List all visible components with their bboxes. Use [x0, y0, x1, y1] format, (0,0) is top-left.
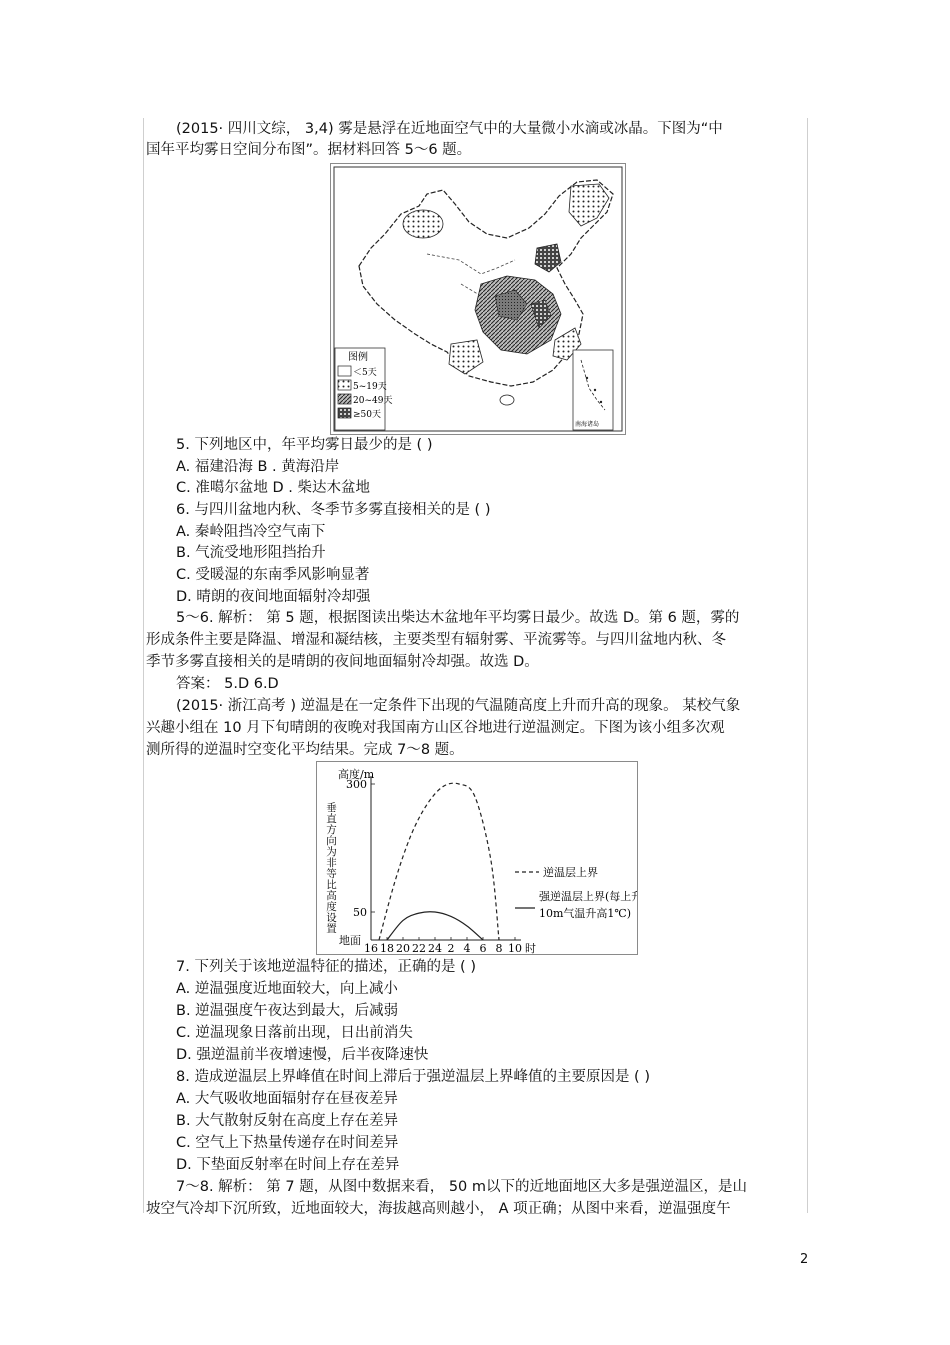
x-tick-label: 24 [428, 942, 442, 954]
legend-item-4: ≥50天 [353, 410, 381, 420]
q6-option-d: D. 晴朗的夜间地面辐射冷却强 [176, 589, 371, 605]
page-number: 2 [800, 1252, 809, 1267]
q8-stem: 8. 造成逆温层上界峰值在时间上滞后于强逆温层上界峰值的主要原因是 ( ) [176, 1069, 650, 1085]
q5-options-cd: C. 准噶尔盆地 D . 柴达木盆地 [176, 480, 370, 496]
hainan-island [500, 395, 514, 405]
inversion-chart-figure [316, 761, 638, 955]
legend-item-2: 5~19天 [353, 382, 387, 392]
q8-option-b: B. 大气散射反射在高度上存在差异 [176, 1113, 399, 1129]
right-margin-rule [807, 118, 808, 1213]
y-tick-label: 50 [353, 906, 367, 919]
q6-option-b: B. 气流受地形阻挡抬升 [176, 545, 326, 561]
q8-option-a: A. 大气吸收地面辐射存在昼夜差异 [176, 1091, 398, 1107]
intro-b-line1: (2015· 浙江高考 ) 逆温是在一定条件下出现的气温随高度上升而升高的现象。 某校气象 [176, 698, 741, 714]
ground-label: 地面 [339, 934, 361, 947]
q7-option-d: D. 强逆温前半夜增速慢，后半夜降速快 [176, 1047, 429, 1063]
legend-item-3: 20~49天 [353, 396, 393, 406]
intro-a-line1: (2015· 四川文综， 3,4) 雾是悬浮在近地面空气中的大量微小水滴或冰晶。下图为“中 [176, 121, 723, 137]
q8-option-d: D. 下垫面反射率在时间上存在差异 [176, 1157, 400, 1173]
y-axis-title: 高度/m [338, 768, 375, 781]
inversion-chart [317, 762, 637, 954]
x-tick-label: 10 [508, 942, 522, 954]
x-tick-label: 20 [396, 942, 410, 954]
x-tick-label: 6 [479, 942, 487, 954]
y-tick-label: 300 [346, 778, 367, 791]
china-fog-map [331, 164, 625, 434]
strong-inversion-upper-boundary-line [387, 912, 483, 940]
q7-option-b: B. 逆温强度午夜达到最大，后减弱 [176, 1003, 399, 1019]
left-margin-rule [143, 118, 144, 1213]
intro-b-line3: 测所得的逆温时空变化平均结果。完成 7～8 题。 [146, 742, 464, 758]
q5-options-ab: A. 福建沿海 B . 黄海沿岸 [176, 459, 340, 475]
q6-stem: 6. 与四川盆地内秋、冬季节多雾直接相关的是 ( ) [176, 502, 491, 518]
ans78-line1: 7～8. 解析： 第 7 题，从图中数据来看， 50 m以下的近地面地区大多是强逆温区，是山 [176, 1179, 748, 1195]
x-tick-label: 18 [380, 942, 394, 954]
y-axis-side-label: 垂直方向为非等比高度设置 [325, 802, 337, 934]
intro-b-line2: 兴趣小组在 10 月下旬晴朗的夜晚对我国南方山区谷地进行逆温测定。下图为该小组多次观 [146, 720, 725, 736]
x-tick-label: 8 [495, 942, 503, 954]
q6-option-a: A. 秦岭阻挡冷空气南下 [176, 524, 326, 540]
q6-option-c: C. 受暖湿的东南季风影响显著 [176, 567, 370, 583]
ans78-line2: 坡空气冷却下沉所致，近地面较大，海拔越高则越小， A 项正确；从图中来看，逆温强度午 [146, 1201, 731, 1217]
legend-item-1: ＜5天 [353, 368, 377, 378]
q8-option-c: C. 空气上下热量传递存在时间差异 [176, 1135, 399, 1151]
junggar-region [403, 210, 443, 238]
legend-title: 图例 [348, 352, 368, 363]
legend-label-3: 10m气温升高1℃) [539, 907, 632, 920]
ans56-answer: 答案： 5.D 6.D [176, 676, 279, 692]
q5-stem: 5. 下列地区中，年平均雾日最少的是 ( ) [176, 437, 433, 453]
x-tick-label: 2 [447, 942, 455, 954]
q7-option-a: A. 逆温强度近地面较大，向上减小 [176, 981, 398, 997]
legend-label-2: 强逆温层上界(每上升 [539, 890, 637, 903]
legend-label-1: 逆温层上界 [543, 866, 598, 879]
q7-stem: 7. 下列关于该地逆温特征的描述，正确的是 ( ) [176, 959, 476, 975]
x-tick-label: 16 [364, 942, 378, 954]
x-tick-label: 4 [463, 942, 471, 954]
ans56-line3: 季节多雾直接相关的是晴朗的夜间地面辐射冷却强。故选 D。 [146, 654, 539, 670]
inversion-upper-boundary-line [379, 783, 499, 940]
x-tick-label: 22 [412, 942, 426, 954]
fog-map-figure [330, 163, 626, 435]
q7-option-c: C. 逆温现象日落前出现，日出前消失 [176, 1025, 413, 1041]
ans56-line1: 5～6. 解析： 第 5 题，根据图读出柴达木盆地年平均雾日最少。故选 D。第 6 题，雾的 [176, 610, 740, 626]
inset-label: 南海诸岛 [575, 421, 600, 428]
x-axis-unit: 时 [525, 942, 536, 954]
ans56-line2: 形成条件主要是降温、增湿和凝结核，主要类型有辐射雾、平流雾等。与四川盆地内秋、冬 [146, 632, 726, 648]
intro-a-line2: 国年平均雾日空间分布图”。据材料回答 5～6 题。 [146, 142, 472, 158]
